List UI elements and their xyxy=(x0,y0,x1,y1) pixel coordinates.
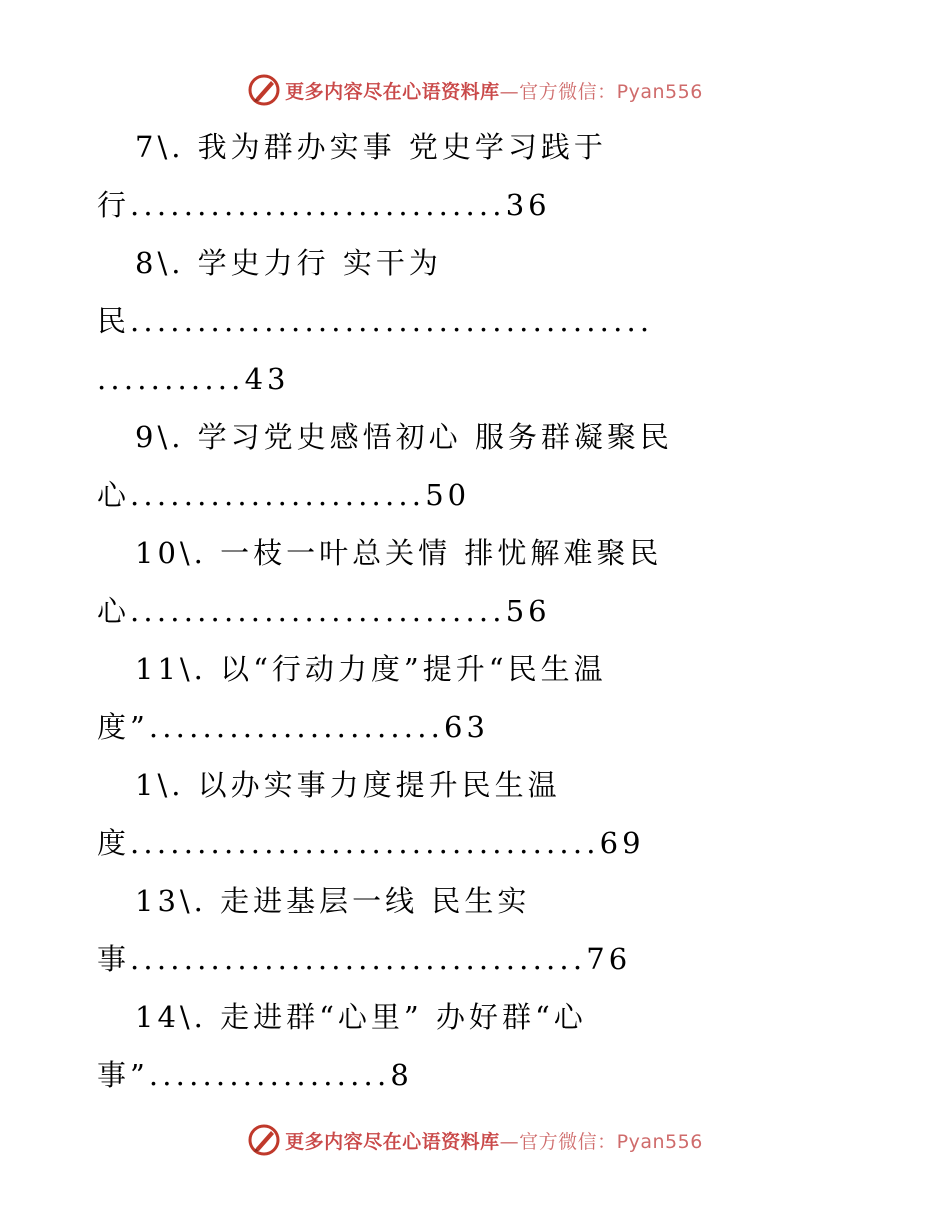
toc-entry-title: 11\. 以“行动力度”提升“民生温 xyxy=(135,652,607,686)
toc-leader-dots: ....................................... xyxy=(130,304,654,338)
pen-circle-logo-icon xyxy=(247,73,281,107)
footer-banner xyxy=(0,1120,950,1160)
toc-page-number: 36 xyxy=(505,188,551,222)
toc-entry-title: 14\. 走进群“心里” 办好群“心 xyxy=(135,1000,587,1034)
toc-entry-title: 8\. 学史力行 实干为 xyxy=(135,246,442,280)
toc-page-number: 43 xyxy=(244,362,290,396)
toc-page-number: 50 xyxy=(425,478,471,512)
toc-leader-dots: .................................. xyxy=(130,942,587,976)
toc-entry-continuation: 行 xyxy=(97,188,131,222)
toc-entry-leader-line xyxy=(97,930,631,988)
toc-entry-continuation: 民 xyxy=(97,304,131,338)
toc-page-number: 69 xyxy=(599,826,645,860)
toc-entry-leader-line xyxy=(97,1046,413,1104)
toc-entry-title: 1\. 以办实事力度提升民生温 xyxy=(135,768,561,802)
toc-leader-dots: ................................... xyxy=(130,826,600,860)
toc-entry-continuation: 度 xyxy=(97,826,131,860)
toc-page-number: 8 xyxy=(390,1058,413,1092)
toc-entry-title: 9\. 学习党史感悟初心 服务群凝聚民 xyxy=(135,420,673,454)
toc-leader-dots: .................. xyxy=(148,1058,391,1092)
toc-entry-leader-line xyxy=(97,698,489,756)
toc-entry-continuation: 事 xyxy=(97,942,131,976)
toc-entry-continuation: 度” xyxy=(97,710,149,744)
header-banner xyxy=(0,70,950,110)
pen-circle-logo-icon xyxy=(247,1123,281,1157)
toc-leader-dots: ...................... xyxy=(148,710,445,744)
toc-entry-leader-line xyxy=(97,582,551,640)
toc-entry-leader-line xyxy=(97,292,653,350)
footer-text-tail: —官方微信：Pyan556 xyxy=(499,1130,703,1153)
toc-leader-dots: ............................ xyxy=(130,188,506,222)
toc-entry-title: 7\. 我为群办实事 党史学习践于 xyxy=(135,130,607,164)
toc-entry-continuation: 心 xyxy=(97,594,131,628)
toc-page-number: 56 xyxy=(505,594,551,628)
footer-text-main: 更多内容尽在心语资料库 xyxy=(285,1130,500,1153)
toc-leader-dots: ............................ xyxy=(130,594,506,628)
footer-text xyxy=(285,1127,703,1154)
header-text-tail: —官方微信：Pyan556 xyxy=(499,80,703,103)
toc-entry-leader-line xyxy=(97,176,551,234)
toc-page-number: 76 xyxy=(586,942,632,976)
header-text xyxy=(285,77,703,104)
toc-entry-continuation: 事” xyxy=(97,1058,149,1092)
toc-entry-title: 10\. 一枝一叶总关情 排忧解难聚民 xyxy=(135,536,663,570)
header-text-main: 更多内容尽在心语资料库 xyxy=(285,80,500,103)
toc-leader-dots: ........... xyxy=(97,362,245,396)
toc-entry-title: 13\. 走进基层一线 民生实 xyxy=(135,884,531,918)
toc-entry-leader-line xyxy=(97,466,470,524)
toc-entry-leader-line xyxy=(97,814,645,872)
toc-leader-dots: ...................... xyxy=(130,478,426,512)
toc-page-number: 63 xyxy=(444,710,489,744)
toc-entry-continuation: 心 xyxy=(97,478,131,512)
toc-entry-leader-line xyxy=(97,350,290,408)
